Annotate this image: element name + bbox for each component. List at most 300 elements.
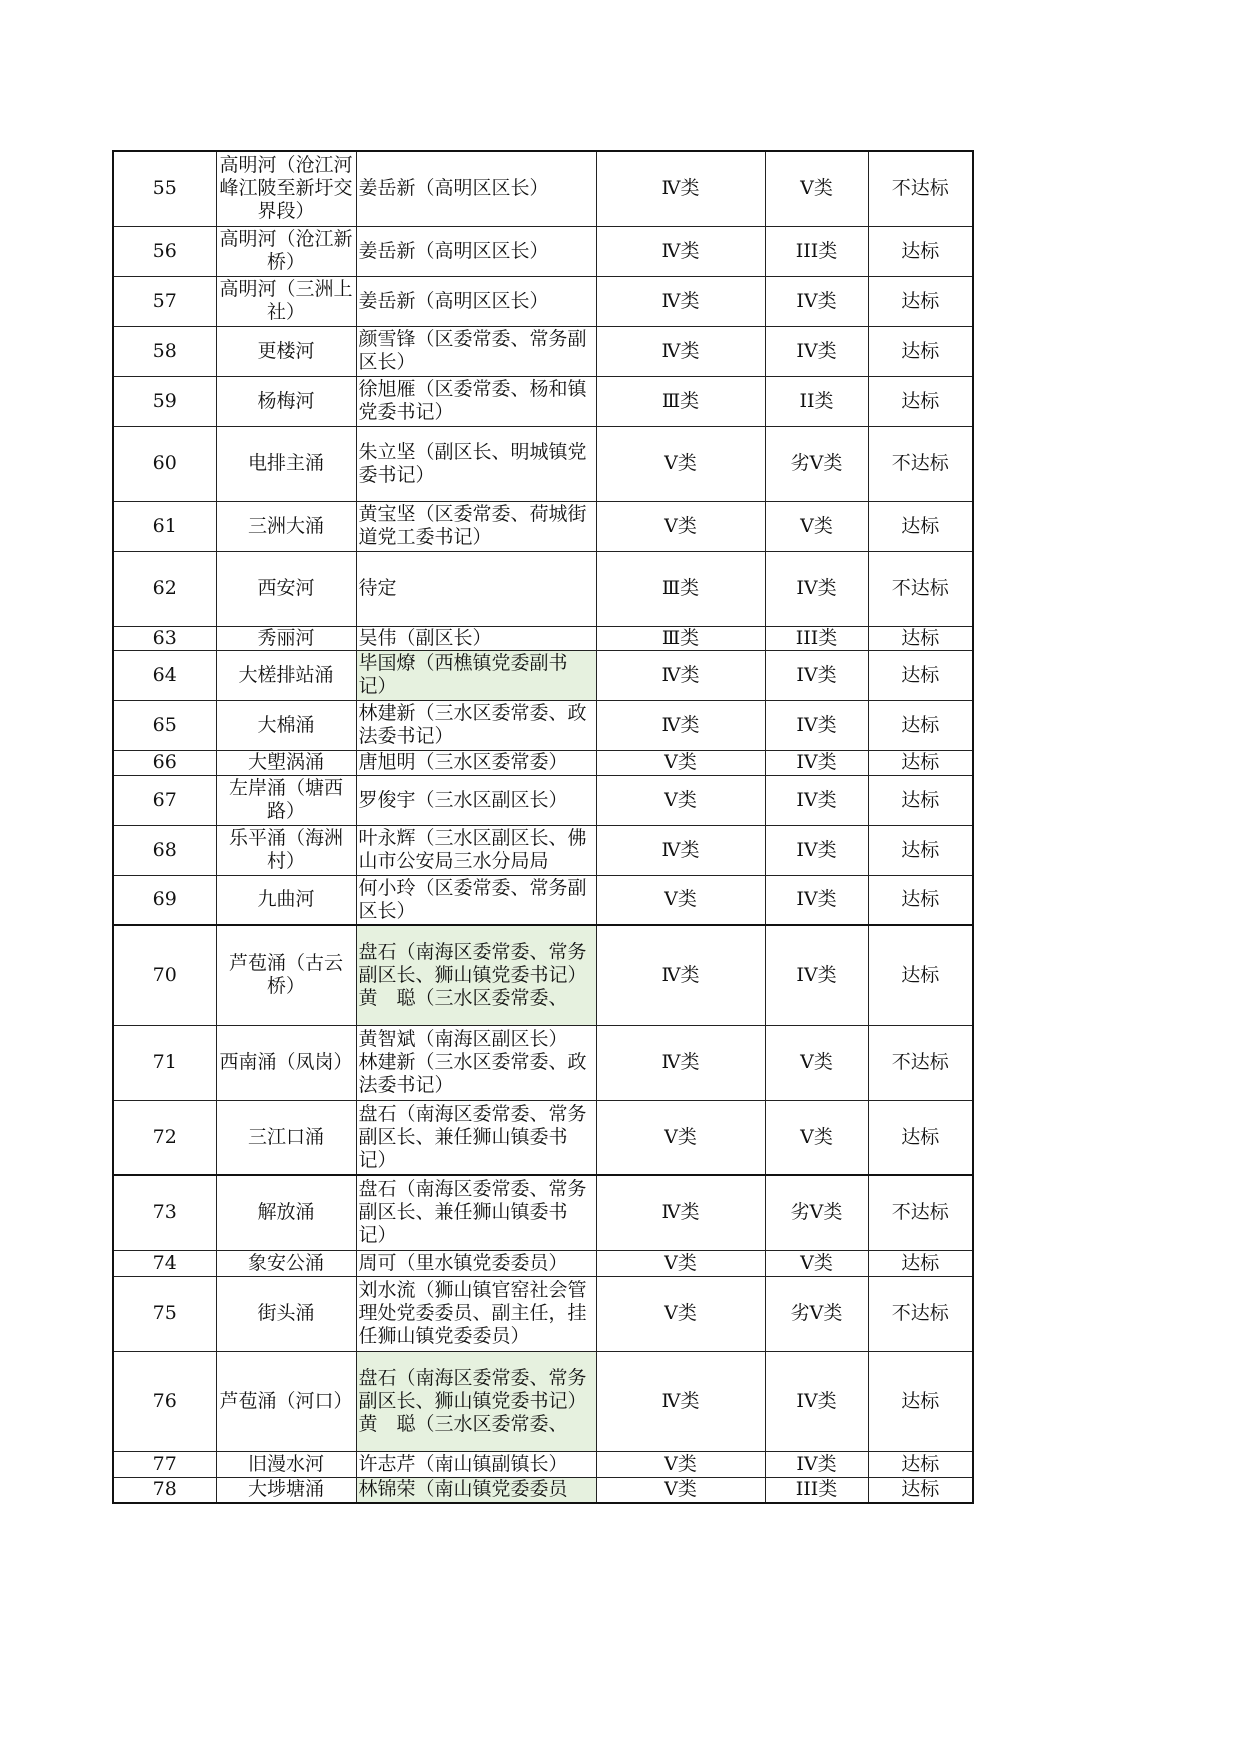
row-number: 61 xyxy=(152,514,177,537)
target-quality-cell xyxy=(596,1100,765,1175)
actual-quality: IV类 xyxy=(796,888,837,911)
river-name-cell xyxy=(216,1175,356,1250)
compliance-result-cell xyxy=(868,1250,973,1276)
river-name-cell xyxy=(216,276,356,326)
river-name-cell xyxy=(216,326,356,376)
target-quality-cell xyxy=(596,276,765,326)
table-row xyxy=(113,1175,973,1250)
actual-quality: V类 xyxy=(800,177,833,200)
table-row xyxy=(113,151,973,226)
row-number-cell xyxy=(113,750,216,775)
actual-quality: II类 xyxy=(799,389,834,412)
target-quality: Ⅴ类 xyxy=(664,1452,697,1475)
river-name-cell xyxy=(216,1351,356,1451)
river-chief: 叶永辉（三水区副区长、佛山市公安局三水分局局 xyxy=(358,827,587,872)
river-name-cell xyxy=(216,151,356,226)
row-number: 69 xyxy=(152,888,177,911)
actual-quality-cell xyxy=(765,750,868,775)
compliance-result-cell xyxy=(868,551,973,626)
target-quality-cell xyxy=(596,551,765,626)
river-name-cell xyxy=(216,1025,356,1100)
table-row xyxy=(113,650,973,700)
river-name: 大棉涌 xyxy=(257,713,315,736)
compliance-result-cell xyxy=(868,151,973,226)
target-quality: Ⅴ类 xyxy=(664,1478,697,1501)
row-number: 60 xyxy=(152,452,177,474)
table-row xyxy=(113,1250,973,1276)
river-name: 西安河 xyxy=(257,577,315,599)
row-number-cell xyxy=(113,226,216,276)
river-chief: 颜雪锋（区委常委、常务副区长） xyxy=(358,328,587,373)
target-quality: Ⅴ类 xyxy=(664,1125,697,1148)
actual-quality-cell xyxy=(765,151,868,226)
actual-quality-cell xyxy=(765,226,868,276)
actual-quality-cell xyxy=(765,1451,868,1477)
target-quality-cell xyxy=(596,501,765,551)
table-row xyxy=(113,276,973,326)
river-chief-cell xyxy=(356,501,596,551)
actual-quality: IV类 xyxy=(796,1389,837,1412)
compliance-result: 达标 xyxy=(901,239,940,262)
actual-quality: V类 xyxy=(800,1051,833,1073)
row-number-cell xyxy=(113,925,216,1025)
compliance-result: 达标 xyxy=(901,1389,940,1412)
river-name-cell xyxy=(216,1451,356,1477)
river-name-cell xyxy=(216,825,356,875)
river-name-cell xyxy=(216,1250,356,1276)
target-quality: Ⅳ类 xyxy=(661,963,700,986)
row-number: 74 xyxy=(152,1251,177,1274)
actual-quality-cell xyxy=(765,1351,868,1451)
target-quality: Ⅴ类 xyxy=(664,751,697,773)
river-name: 三洲大涌 xyxy=(247,514,324,537)
row-number: 75 xyxy=(152,1302,177,1324)
river-name: 芦苞涌（古云桥） xyxy=(228,952,343,998)
river-chief-cell xyxy=(356,1451,596,1477)
actual-quality-cell xyxy=(765,376,868,426)
row-number-cell xyxy=(113,700,216,750)
actual-quality: IV类 xyxy=(796,663,837,686)
table-row xyxy=(113,1100,973,1175)
actual-quality-cell xyxy=(765,426,868,501)
river-name: 芦苞涌（河口） xyxy=(219,1389,353,1412)
table-row xyxy=(113,750,973,775)
compliance-result: 达标 xyxy=(901,888,940,911)
river-chief-cell xyxy=(356,700,596,750)
table-row xyxy=(113,501,973,551)
target-quality-cell xyxy=(596,1025,765,1100)
river-chief-cell xyxy=(356,376,596,426)
target-quality-cell xyxy=(596,1351,765,1451)
compliance-result-cell xyxy=(868,1477,973,1503)
river-chief: 姜岳新（高明区区长） xyxy=(358,289,549,312)
river-name: 旧漫水河 xyxy=(247,1452,324,1475)
actual-quality-cell xyxy=(765,1100,868,1175)
actual-quality-cell xyxy=(765,1250,868,1276)
actual-quality-cell xyxy=(765,1276,868,1351)
actual-quality: IV类 xyxy=(796,289,837,312)
river-chief: 姜岳新（高明区区长） xyxy=(358,239,549,262)
row-number-cell xyxy=(113,1025,216,1100)
river-chief-cell xyxy=(356,1351,596,1451)
row-number: 73 xyxy=(152,1201,177,1224)
river-chief-cell xyxy=(356,1477,596,1503)
river-name-cell xyxy=(216,1100,356,1175)
compliance-result: 达标 xyxy=(901,751,940,773)
row-number: 77 xyxy=(152,1452,177,1475)
river-name: 高明河（沧江新桥） xyxy=(219,228,353,273)
compliance-result: 不达标 xyxy=(891,177,949,200)
actual-quality: 劣Ⅴ类 xyxy=(790,452,843,474)
target-quality-cell xyxy=(596,650,765,700)
river-name: 更楼河 xyxy=(257,339,315,362)
target-quality-cell xyxy=(596,775,765,825)
target-quality-cell xyxy=(596,1477,765,1503)
table-body xyxy=(113,151,973,1503)
compliance-result: 达标 xyxy=(901,389,940,412)
target-quality: Ⅲ类 xyxy=(661,577,700,599)
river-name: 高明河（沧江河峰江陂至新圩交界段） xyxy=(219,154,353,223)
compliance-result-cell xyxy=(868,1175,973,1250)
river-chief: 黄宝坚（区委常委、荷城街道党工委书记） xyxy=(358,503,587,548)
actual-quality: IV类 xyxy=(796,751,837,773)
row-number-cell xyxy=(113,326,216,376)
target-quality-cell xyxy=(596,875,765,925)
river-chief: 毕国燎（西樵镇党委副书记） xyxy=(358,652,568,697)
river-chief-cell xyxy=(356,1025,596,1100)
river-chief: 盘石（南海区委常委、常务副区长、兼任狮山镇委书记） xyxy=(358,1178,587,1247)
row-number-cell xyxy=(113,276,216,326)
table-row xyxy=(113,1351,973,1451)
target-quality-cell xyxy=(596,1175,765,1250)
river-name: 街头涌 xyxy=(257,1302,315,1324)
actual-quality: 劣Ⅴ类 xyxy=(790,1302,843,1324)
river-name: 秀丽河 xyxy=(257,627,315,649)
river-name-cell xyxy=(216,626,356,650)
target-quality: Ⅴ类 xyxy=(664,452,697,474)
river-chief: 盘石（南海区委常委、常务副区长、狮山镇党委书记） 黄 聪（三水区委常委、 xyxy=(358,940,587,1009)
target-quality: Ⅲ类 xyxy=(661,627,700,649)
target-quality: Ⅳ类 xyxy=(661,838,700,861)
river-name-cell xyxy=(216,226,356,276)
table-row xyxy=(113,825,973,875)
row-number: 71 xyxy=(152,1051,177,1073)
row-number-cell xyxy=(113,1477,216,1503)
river-name-cell xyxy=(216,750,356,775)
compliance-result-cell xyxy=(868,650,973,700)
actual-quality-cell xyxy=(765,650,868,700)
river-chief-cell xyxy=(356,276,596,326)
actual-quality-cell xyxy=(765,875,868,925)
compliance-result-cell xyxy=(868,1025,973,1100)
table-row xyxy=(113,1451,973,1477)
compliance-result-cell xyxy=(868,626,973,650)
river-chief: 林建新（三水区委常委、政法委书记） xyxy=(358,702,587,747)
actual-quality-cell xyxy=(765,276,868,326)
table-row xyxy=(113,1276,973,1351)
row-number-cell xyxy=(113,1250,216,1276)
target-quality-cell xyxy=(596,825,765,875)
river-chief: 待定 xyxy=(358,577,397,599)
river-name-cell xyxy=(216,551,356,626)
river-chief: 林锦荣（南山镇党委委员 xyxy=(358,1478,568,1501)
river-chief-cell xyxy=(356,551,596,626)
target-quality-cell xyxy=(596,426,765,501)
actual-quality-cell xyxy=(765,825,868,875)
compliance-result-cell xyxy=(868,326,973,376)
actual-quality-cell xyxy=(765,626,868,650)
river-name: 象安公涌 xyxy=(247,1251,324,1274)
row-number: 63 xyxy=(152,627,177,649)
actual-quality: III类 xyxy=(795,239,838,262)
target-quality-cell xyxy=(596,151,765,226)
target-quality-cell xyxy=(596,1276,765,1351)
compliance-result: 达标 xyxy=(901,713,940,736)
table-row xyxy=(113,426,973,501)
river-name: 大埗塘涌 xyxy=(247,1478,324,1501)
river-chief: 刘水流（狮山镇官窑社会管理处党委委员、副主任，挂任狮山镇党委委员） xyxy=(358,1279,587,1347)
compliance-result-cell xyxy=(868,1451,973,1477)
compliance-result: 达标 xyxy=(901,627,940,649)
river-chief-cell xyxy=(356,1100,596,1175)
compliance-result-cell xyxy=(868,750,973,775)
row-number: 57 xyxy=(152,289,177,312)
target-quality: Ⅳ类 xyxy=(661,663,700,686)
target-quality: Ⅴ类 xyxy=(664,888,697,911)
compliance-result: 达标 xyxy=(901,339,940,362)
row-number: 70 xyxy=(152,963,177,986)
compliance-result: 不达标 xyxy=(891,1201,949,1224)
compliance-result-cell xyxy=(868,1351,973,1451)
actual-quality-cell xyxy=(765,326,868,376)
row-number-cell xyxy=(113,1276,216,1351)
table-row xyxy=(113,376,973,426)
actual-quality: V类 xyxy=(800,514,833,537)
target-quality-cell xyxy=(596,626,765,650)
row-number: 62 xyxy=(152,577,177,599)
river-chief: 盘石（南海区委常委、常务副区长、狮山镇党委书记） 黄 聪（三水区委常委、 xyxy=(358,1366,587,1435)
target-quality-cell xyxy=(596,326,765,376)
river-chief-cell xyxy=(356,326,596,376)
river-name-cell xyxy=(216,376,356,426)
river-name-cell xyxy=(216,925,356,1025)
row-number-cell xyxy=(113,1100,216,1175)
river-chief: 黄智斌（南海区副区长） 林建新（三水区委常委、政法委书记） xyxy=(358,1028,587,1096)
row-number-cell xyxy=(113,501,216,551)
compliance-result: 不达标 xyxy=(891,577,949,599)
river-chief-cell xyxy=(356,626,596,650)
actual-quality: V类 xyxy=(800,1251,833,1274)
target-quality-cell xyxy=(596,376,765,426)
river-chief-cell xyxy=(356,775,596,825)
actual-quality: IV类 xyxy=(796,339,837,362)
river-chief-cell xyxy=(356,1175,596,1250)
river-chief: 周可（里水镇党委委员） xyxy=(358,1251,568,1274)
row-number-cell xyxy=(113,551,216,626)
target-quality-cell xyxy=(596,1250,765,1276)
actual-quality-cell xyxy=(765,1025,868,1100)
target-quality: Ⅴ类 xyxy=(664,1302,697,1324)
actual-quality: 劣Ⅴ类 xyxy=(790,1201,843,1224)
river-chief-cell xyxy=(356,1276,596,1351)
river-chief-cell xyxy=(356,875,596,925)
river-chief-cell xyxy=(356,151,596,226)
actual-quality: IV类 xyxy=(796,577,837,599)
compliance-result: 达标 xyxy=(901,514,940,537)
row-number: 66 xyxy=(152,751,177,773)
river-water-quality-table xyxy=(112,150,974,1504)
target-quality: Ⅳ类 xyxy=(661,1051,700,1073)
row-number-cell xyxy=(113,151,216,226)
row-number: 59 xyxy=(152,389,177,412)
row-number: 58 xyxy=(152,339,177,362)
river-chief: 吴伟（副区长） xyxy=(358,627,492,649)
row-number: 72 xyxy=(152,1125,177,1148)
river-chief-cell xyxy=(356,750,596,775)
compliance-result-cell xyxy=(868,1276,973,1351)
river-name: 左岸涌（塘西路） xyxy=(228,777,343,822)
river-name: 西南涌（凤岗） xyxy=(219,1051,353,1073)
actual-quality-cell xyxy=(765,700,868,750)
row-number-cell xyxy=(113,650,216,700)
river-name: 高明河（三洲上社） xyxy=(219,278,353,323)
row-number-cell xyxy=(113,775,216,825)
river-chief: 盘石（南海区委常委、常务副区长、兼任狮山镇委书记） xyxy=(358,1102,587,1171)
table-row xyxy=(113,551,973,626)
actual-quality: III类 xyxy=(795,1478,838,1501)
river-chief: 徐旭雁（区委常委、杨和镇党委书记） xyxy=(358,378,587,423)
river-name-cell xyxy=(216,426,356,501)
compliance-result-cell xyxy=(868,875,973,925)
river-name: 三江口涌 xyxy=(247,1125,324,1148)
target-quality: Ⅴ类 xyxy=(664,1251,697,1274)
river-chief: 何小玲（区委常委、常务副区长） xyxy=(358,876,587,922)
river-name-cell xyxy=(216,700,356,750)
target-quality: Ⅳ类 xyxy=(661,1389,700,1412)
row-number-cell xyxy=(113,875,216,925)
table-row xyxy=(113,1477,973,1503)
compliance-result-cell xyxy=(868,775,973,825)
target-quality: Ⅳ类 xyxy=(661,339,700,362)
table-row xyxy=(113,875,973,925)
actual-quality: IV类 xyxy=(796,963,837,986)
actual-quality-cell xyxy=(765,501,868,551)
table-row xyxy=(113,775,973,825)
river-chief: 姜岳新（高明区区长） xyxy=(358,177,549,200)
row-number: 78 xyxy=(152,1478,177,1501)
actual-quality-cell xyxy=(765,925,868,1025)
row-number-cell xyxy=(113,1175,216,1250)
compliance-result: 达标 xyxy=(901,963,940,986)
river-chief: 朱立坚（副区长、明城镇党委书记） xyxy=(358,440,587,486)
target-quality: Ⅲ类 xyxy=(661,389,700,412)
table-row xyxy=(113,626,973,650)
row-number: 64 xyxy=(152,663,177,686)
target-quality-cell xyxy=(596,925,765,1025)
river-name-cell xyxy=(216,650,356,700)
row-number-cell xyxy=(113,1451,216,1477)
compliance-result-cell xyxy=(868,700,973,750)
actual-quality-cell xyxy=(765,1175,868,1250)
row-number-cell xyxy=(113,825,216,875)
compliance-result: 不达标 xyxy=(891,452,949,474)
actual-quality-cell xyxy=(765,775,868,825)
actual-quality: IV类 xyxy=(796,1452,837,1475)
row-number-cell xyxy=(113,426,216,501)
river-chief-cell xyxy=(356,925,596,1025)
row-number: 55 xyxy=(152,177,177,200)
row-number: 76 xyxy=(152,1389,177,1412)
river-name: 乐平涌（海洲村） xyxy=(228,827,343,872)
table-row xyxy=(113,700,973,750)
row-number-cell xyxy=(113,1351,216,1451)
row-number: 65 xyxy=(152,713,177,736)
row-number-cell xyxy=(113,626,216,650)
river-chief: 罗俊宇（三水区副区长） xyxy=(358,788,568,811)
river-name: 电排主涌 xyxy=(247,452,324,474)
actual-quality: IV类 xyxy=(796,788,837,811)
compliance-result: 不达标 xyxy=(891,1051,949,1073)
compliance-result: 达标 xyxy=(901,663,940,686)
compliance-result-cell xyxy=(868,276,973,326)
target-quality: Ⅳ类 xyxy=(661,713,700,736)
river-chief: 唐旭明（三水区委常委） xyxy=(358,751,568,773)
compliance-result-cell xyxy=(868,376,973,426)
row-number: 68 xyxy=(152,838,177,861)
target-quality: Ⅳ类 xyxy=(661,289,700,312)
compliance-result: 达标 xyxy=(901,788,940,811)
river-chief-cell xyxy=(356,650,596,700)
compliance-result: 达标 xyxy=(901,1251,940,1274)
compliance-result-cell xyxy=(868,825,973,875)
row-number-cell xyxy=(113,376,216,426)
compliance-result: 达标 xyxy=(901,1452,940,1475)
target-quality-cell xyxy=(596,226,765,276)
river-chief-cell xyxy=(356,226,596,276)
row-number: 67 xyxy=(152,788,177,811)
actual-quality-cell xyxy=(765,551,868,626)
compliance-result: 达标 xyxy=(901,289,940,312)
river-name: 大塱涡涌 xyxy=(247,751,324,773)
row-number: 56 xyxy=(152,239,177,262)
table-row xyxy=(113,326,973,376)
target-quality-cell xyxy=(596,1451,765,1477)
compliance-result: 达标 xyxy=(901,1478,940,1501)
compliance-result-cell xyxy=(868,426,973,501)
river-chief-cell xyxy=(356,825,596,875)
river-name-cell xyxy=(216,501,356,551)
river-name: 解放涌 xyxy=(257,1201,315,1224)
river-name-cell xyxy=(216,1276,356,1351)
table-row xyxy=(113,925,973,1025)
compliance-result-cell xyxy=(868,501,973,551)
actual-quality-cell xyxy=(765,1477,868,1503)
river-name: 杨梅河 xyxy=(257,389,315,412)
river-name-cell xyxy=(216,1477,356,1503)
compliance-result: 达标 xyxy=(901,838,940,861)
compliance-result-cell xyxy=(868,1100,973,1175)
compliance-result-cell xyxy=(868,226,973,276)
target-quality: Ⅳ类 xyxy=(661,177,700,200)
river-chief-cell xyxy=(356,426,596,501)
compliance-result-cell xyxy=(868,925,973,1025)
target-quality: Ⅴ类 xyxy=(664,514,697,537)
actual-quality: V类 xyxy=(800,1125,833,1148)
river-chief-cell xyxy=(356,1250,596,1276)
table-row xyxy=(113,226,973,276)
actual-quality: IV类 xyxy=(796,713,837,736)
river-name: 九曲河 xyxy=(257,888,315,911)
